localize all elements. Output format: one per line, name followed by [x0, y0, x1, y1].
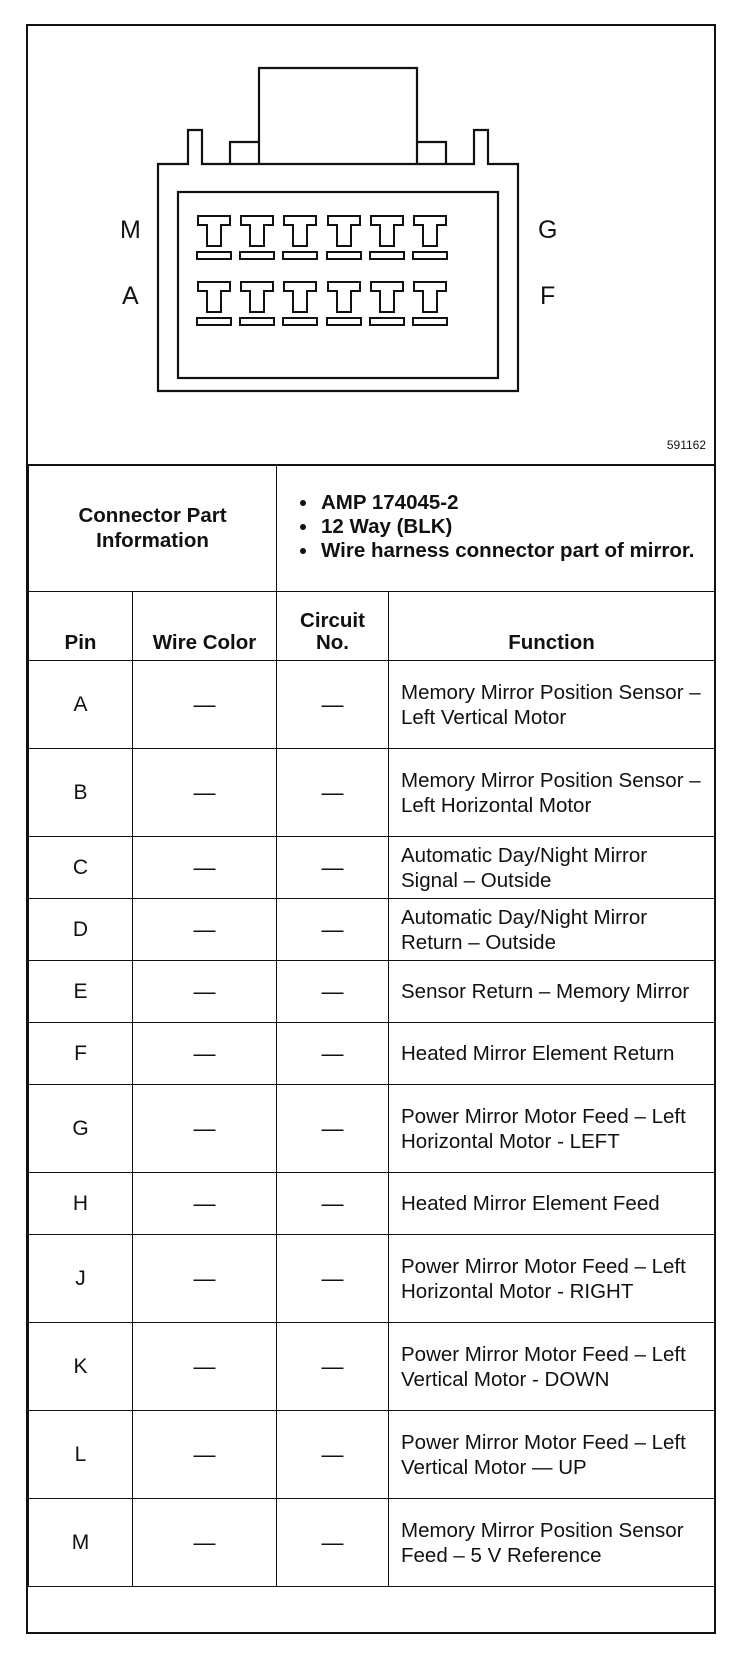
terminal-cavity: [327, 282, 361, 325]
function-cell: Memory Mirror Position Sensor – Left Horizontal Motor: [389, 749, 715, 837]
connector-diagram: [28, 26, 714, 466]
pin-cell: D: [29, 899, 133, 961]
circuit-cell: —: [277, 1323, 389, 1411]
pin-cell: M: [29, 1499, 133, 1587]
connector-sheet: [26, 24, 716, 1634]
wire-color-cell: —: [133, 1411, 277, 1499]
table-row: [29, 749, 715, 837]
terminal-cavity: [283, 282, 317, 325]
terminal-cavity: [327, 216, 361, 259]
circuit-cell: —: [277, 1023, 389, 1085]
terminal-cavity: [413, 216, 447, 259]
table-row: [29, 961, 715, 1023]
pin-cell: E: [29, 961, 133, 1023]
wire-color-cell: —: [133, 1499, 277, 1587]
wire-color-cell: —: [133, 1235, 277, 1323]
function-cell: Automatic Day/Night Mirror Return – Outside: [389, 899, 715, 961]
table-row: [29, 661, 715, 749]
table-row: [29, 1173, 715, 1235]
pin-label-g: G: [538, 216, 558, 244]
circuit-cell: —: [277, 661, 389, 749]
table-row: [29, 837, 715, 899]
connector-part-number: • AMP 174045-2: [319, 491, 704, 515]
function-cell: Power Mirror Motor Feed – Left Vertical Motor — UP: [389, 1411, 715, 1499]
function-cell: Automatic Day/Night Mirror Signal – Outside: [389, 837, 715, 899]
pin-label-a: A: [122, 282, 139, 310]
wire-color-cell: —: [133, 961, 277, 1023]
table-row: [29, 899, 715, 961]
circuit-cell: —: [277, 1173, 389, 1235]
function-cell: Heated Mirror Element Feed: [389, 1173, 715, 1235]
pin-cell: J: [29, 1235, 133, 1323]
circuit-cell: —: [277, 1085, 389, 1173]
table-row: [29, 1323, 715, 1411]
function-cell: Power Mirror Motor Feed – Left Vertical Motor - DOWN: [389, 1323, 715, 1411]
connector-info-row: [29, 465, 715, 592]
figure-number: 591162: [666, 438, 706, 452]
terminal-cavity: [240, 282, 274, 325]
wire-color-cell: —: [133, 899, 277, 961]
wire-color-cell: —: [133, 749, 277, 837]
circuit-cell: —: [277, 1235, 389, 1323]
terminal-cavity: [370, 282, 404, 325]
terminal-cavity: [197, 282, 231, 325]
pin-cell: L: [29, 1411, 133, 1499]
circuit-cell: —: [277, 749, 389, 837]
pin-label-m: M: [120, 216, 141, 244]
function-cell: Power Mirror Motor Feed – Left Horizontal Motor - LEFT: [389, 1085, 715, 1173]
function-cell: Memory Mirror Position Sensor – Left Vertical Motor: [389, 661, 715, 749]
header-wire-color: Wire Color: [133, 592, 277, 661]
table-row: [29, 1235, 715, 1323]
table-header-row: [29, 592, 715, 661]
table-row: [29, 1499, 715, 1587]
terminal-cavity: [413, 282, 447, 325]
pin-cell: F: [29, 1023, 133, 1085]
pin-cell: C: [29, 837, 133, 899]
function-cell: Power Mirror Motor Feed – Left Horizontal Motor - RIGHT: [389, 1235, 715, 1323]
circuit-cell: —: [277, 1499, 389, 1587]
pin-cell: B: [29, 749, 133, 837]
wire-color-cell: —: [133, 1173, 277, 1235]
function-cell: Sensor Return – Memory Mirror: [389, 961, 715, 1023]
table-row: [29, 1023, 715, 1085]
circuit-cell: —: [277, 1411, 389, 1499]
circuit-cell: —: [277, 961, 389, 1023]
wire-color-cell: —: [133, 1023, 277, 1085]
function-cell: Memory Mirror Position Sensor Feed – 5 V Reference: [389, 1499, 715, 1587]
terminal-cavity: [240, 216, 274, 259]
terminal-cavity: [370, 216, 404, 259]
pin-label-f: F: [540, 282, 556, 310]
pin-cell: K: [29, 1323, 133, 1411]
wire-color-cell: —: [133, 1085, 277, 1173]
table-row: [29, 1085, 715, 1173]
wire-color-cell: —: [133, 1323, 277, 1411]
pin-cell: G: [29, 1085, 133, 1173]
circuit-cell: —: [277, 837, 389, 899]
header-function: Function: [389, 592, 715, 661]
connector-info-details: [277, 465, 715, 592]
wire-color-cell: —: [133, 837, 277, 899]
connector-way-count: • 12 Way (BLK): [319, 515, 704, 539]
connector-info-label: Connector Part Information: [29, 465, 277, 592]
connector-note: • Wire harness connector part of mirror.: [319, 539, 704, 563]
pin-cell: H: [29, 1173, 133, 1235]
header-pin: Pin: [29, 592, 133, 661]
table-row: [29, 1411, 715, 1499]
terminal-cavity: [197, 216, 231, 259]
pinout-table: [28, 464, 715, 1587]
terminal-cavity: [283, 216, 317, 259]
header-circuit-no: Circuit No.: [277, 592, 389, 661]
function-cell: Heated Mirror Element Return: [389, 1023, 715, 1085]
wire-color-cell: —: [133, 661, 277, 749]
pin-cell: A: [29, 661, 133, 749]
circuit-cell: —: [277, 899, 389, 961]
